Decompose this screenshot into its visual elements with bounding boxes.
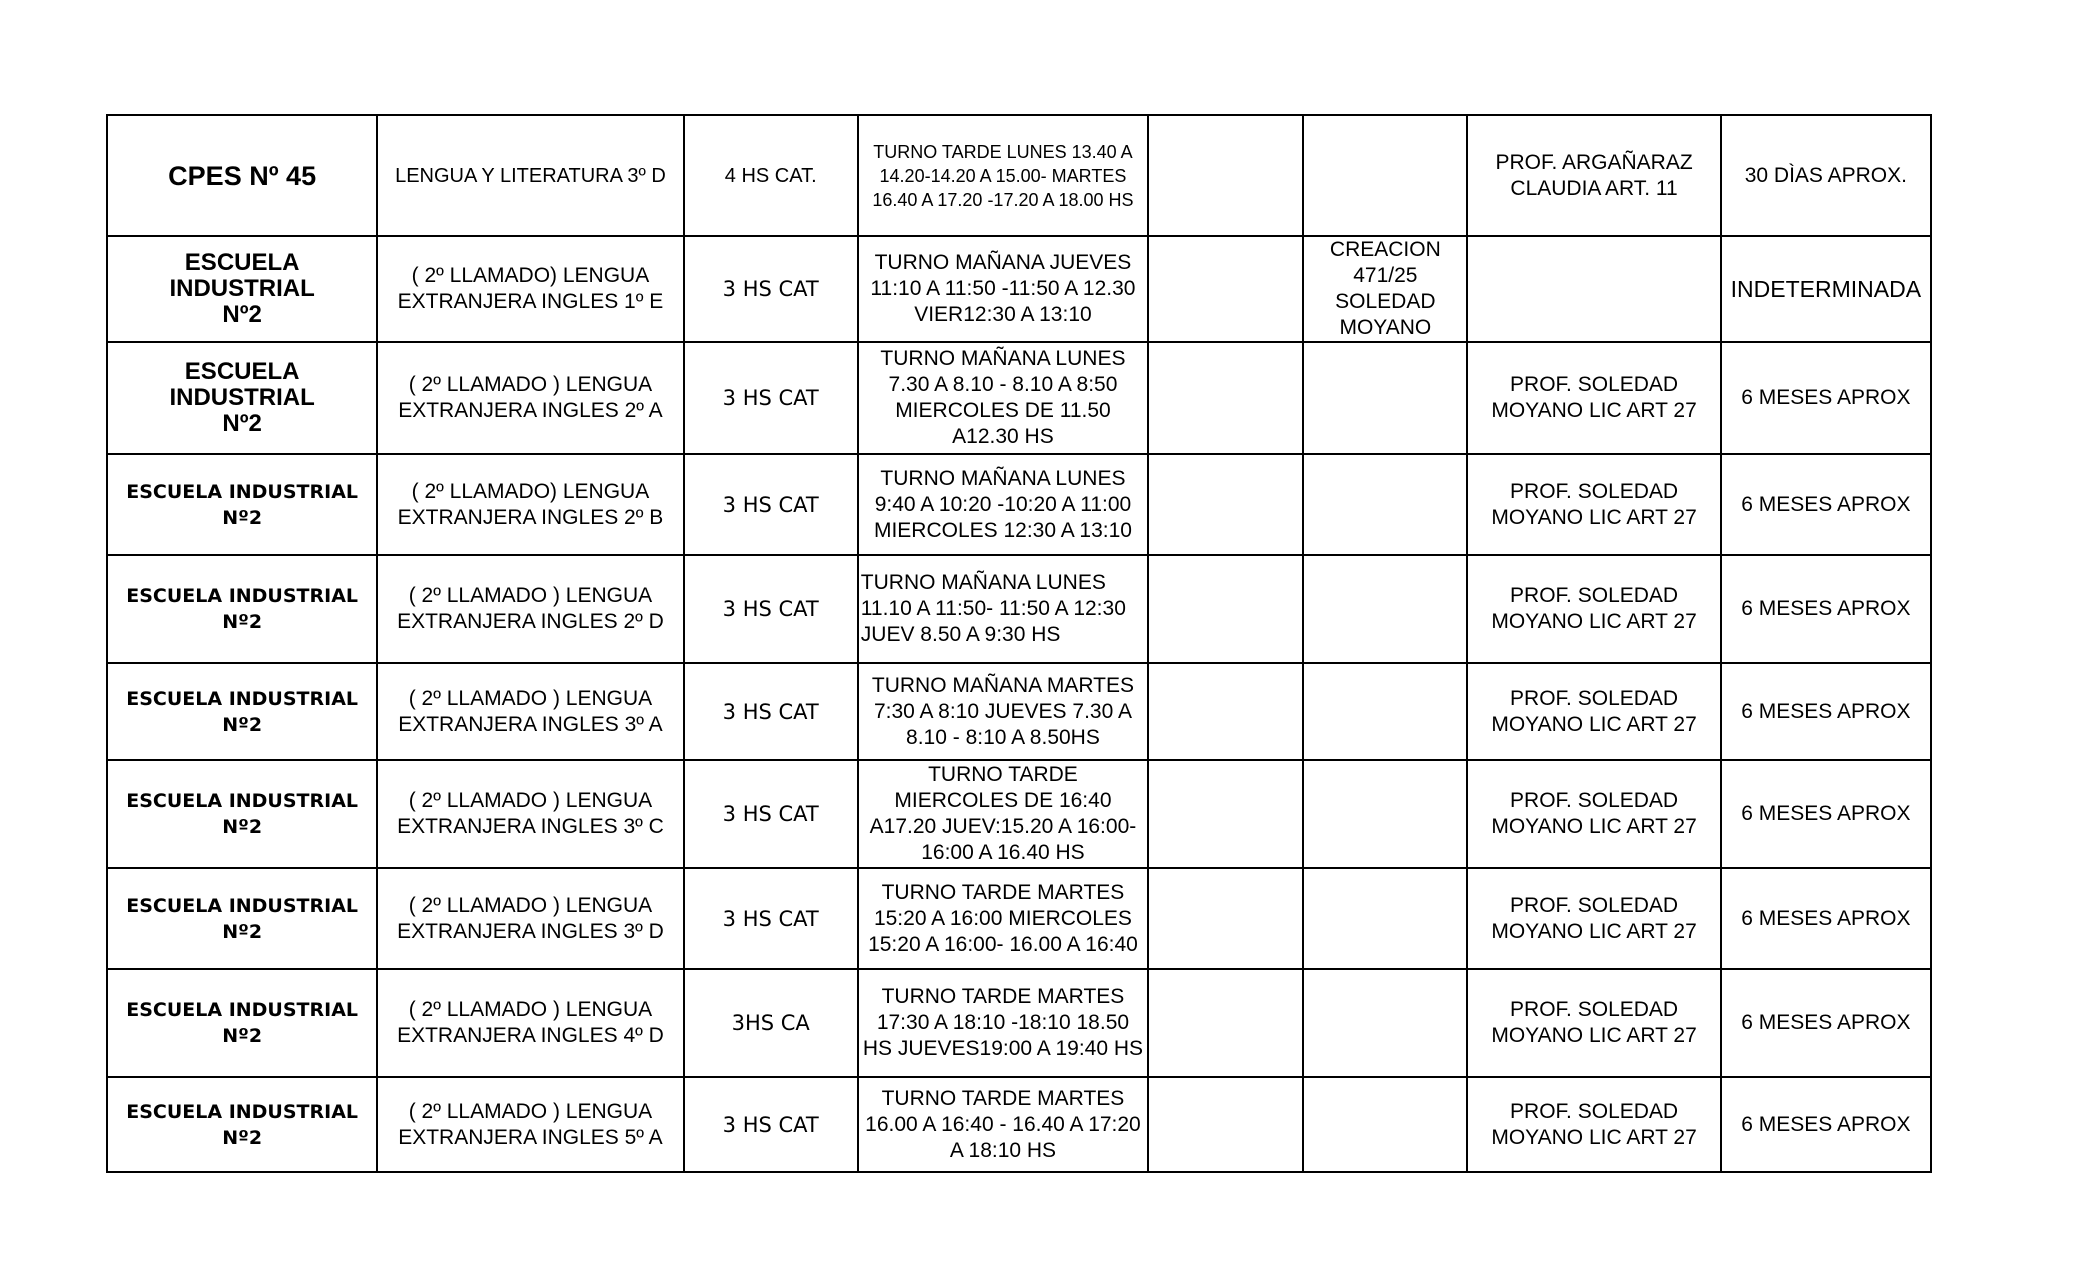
- schedule-cell: TURNO TARDE MARTES 16.00 A 16:40 - 16.40 A 17:20 A 18:10 HS: [858, 1077, 1148, 1172]
- table-row: [107, 342, 1931, 454]
- schedule-cell: TURNO MAÑANA LUNES 11.10 A 11:50- 11:50 A 12:30 JUEV 8.50 A 9:30 HS: [858, 555, 1148, 663]
- observation-cell: [1148, 342, 1303, 454]
- duration-cell: 30 DÌAS APROX.: [1721, 115, 1931, 236]
- creation-cell: [1303, 760, 1467, 868]
- subject-cell: ( 2º LLAMADO) LENGUA EXTRANJERA INGLES 2º B: [377, 454, 683, 555]
- teacher-cell: PROF. SOLEDAD MOYANO LIC ART 27: [1467, 342, 1720, 454]
- duration-cell: 6 MESES APROX: [1721, 454, 1931, 555]
- duration-cell: 6 MESES APROX: [1721, 342, 1931, 454]
- subject-cell: ( 2º LLAMADO ) LENGUA EXTRANJERA INGLES 2º D: [377, 555, 683, 663]
- table-row: [107, 868, 1931, 969]
- subject-cell: ( 2º LLAMADO ) LENGUA EXTRANJERA INGLES 3º D: [377, 868, 683, 969]
- subject-cell: LENGUA Y LITERATURA 3º D: [377, 115, 683, 236]
- school-cell: ESCUELA INDUSTRIAL Nº2: [107, 969, 377, 1077]
- creation-cell: [1303, 115, 1467, 236]
- subject-cell: ( 2º LLAMADO ) LENGUA EXTRANJERA INGLES 3º A: [377, 663, 683, 760]
- table-row: [107, 760, 1931, 868]
- creation-cell: [1303, 1077, 1467, 1172]
- observation-cell: [1148, 454, 1303, 555]
- observation-cell: [1148, 1077, 1303, 1172]
- observation-cell: [1148, 868, 1303, 969]
- school-cell: ESCUELA INDUSTRIAL Nº2: [107, 236, 377, 342]
- school-cell: ESCUELA INDUSTRIAL Nº2: [107, 663, 377, 760]
- hours-cell: 4 HS CAT.: [684, 115, 858, 236]
- hours-cell: 3 HS CAT: [684, 1077, 858, 1172]
- schedule-cell: TURNO MAÑANA LUNES 9:40 A 10:20 -10:20 A 11:00 MIERCOLES 12:30 A 13:10: [858, 454, 1148, 555]
- teacher-cell: PROF. SOLEDAD MOYANO LIC ART 27: [1467, 760, 1720, 868]
- school-cell: CPES Nº 45: [107, 115, 377, 236]
- schedule-cell: TURNO TARDE MIERCOLES DE 16:40 A17.20 JUEV:15.20 A 16:00- 16:00 A 16.40 HS: [858, 760, 1148, 868]
- schedule-cell: TURNO TARDE MARTES 15:20 A 16:00 MIERCOLES 15:20 A 16:00- 16.00 A 16:40: [858, 868, 1148, 969]
- observation-cell: [1148, 663, 1303, 760]
- hours-cell: 3 HS CAT: [684, 663, 858, 760]
- duration-cell: 6 MESES APROX: [1721, 760, 1931, 868]
- observation-cell: [1148, 969, 1303, 1077]
- observation-cell: [1148, 115, 1303, 236]
- hours-cell: 3 HS CAT: [684, 342, 858, 454]
- table-row: [107, 1077, 1931, 1172]
- hours-cell: 3 HS CAT: [684, 868, 858, 969]
- vacancy-table: [106, 114, 1932, 1173]
- school-cell: ESCUELA INDUSTRIAL Nº2: [107, 760, 377, 868]
- teacher-cell: [1467, 236, 1720, 342]
- teacher-cell: PROF. SOLEDAD MOYANO LIC ART 27: [1467, 868, 1720, 969]
- table-row: [107, 236, 1931, 342]
- subject-cell: ( 2º LLAMADO) LENGUA EXTRANJERA INGLES 1º E: [377, 236, 683, 342]
- table-row: [107, 454, 1931, 555]
- table-row: [107, 555, 1931, 663]
- observation-cell: [1148, 236, 1303, 342]
- subject-cell: ( 2º LLAMADO ) LENGUA EXTRANJERA INGLES 4º D: [377, 969, 683, 1077]
- subject-cell: ( 2º LLAMADO ) LENGUA EXTRANJERA INGLES 2º A: [377, 342, 683, 454]
- hours-cell: 3 HS CAT: [684, 760, 858, 868]
- schedule-cell: TURNO MAÑANA JUEVES 11:10 A 11:50 -11:50 A 12.30 VIER12:30 A 13:10: [858, 236, 1148, 342]
- observation-cell: [1148, 760, 1303, 868]
- duration-cell: 6 MESES APROX: [1721, 663, 1931, 760]
- hours-cell: 3 HS CAT: [684, 236, 858, 342]
- school-cell: ESCUELA INDUSTRIAL Nº2: [107, 555, 377, 663]
- school-cell: ESCUELA INDUSTRIAL Nº2: [107, 1077, 377, 1172]
- creation-cell: [1303, 663, 1467, 760]
- hours-cell: 3HS CA: [684, 969, 858, 1077]
- teacher-cell: PROF. SOLEDAD MOYANO LIC ART 27: [1467, 969, 1720, 1077]
- table-row: [107, 969, 1931, 1077]
- subject-cell: ( 2º LLAMADO ) LENGUA EXTRANJERA INGLES 3º C: [377, 760, 683, 868]
- teacher-cell: PROF. SOLEDAD MOYANO LIC ART 27: [1467, 555, 1720, 663]
- school-cell: ESCUELA INDUSTRIAL Nº2: [107, 868, 377, 969]
- school-cell: ESCUELA INDUSTRIAL Nº2: [107, 454, 377, 555]
- teacher-cell: PROF. ARGAÑARAZ CLAUDIA ART. 11: [1467, 115, 1720, 236]
- duration-cell: 6 MESES APROX: [1721, 555, 1931, 663]
- creation-cell: CREACION 471/25 SOLEDAD MOYANO: [1303, 236, 1467, 342]
- schedule-cell: TURNO TARDE LUNES 13.40 A 14.20-14.20 A 15.00- MARTES 16.40 A 17.20 -17.20 A 18.00 HS: [858, 115, 1148, 236]
- duration-cell: 6 MESES APROX: [1721, 868, 1931, 969]
- creation-cell: [1303, 969, 1467, 1077]
- subject-cell: ( 2º LLAMADO ) LENGUA EXTRANJERA INGLES 5º A: [377, 1077, 683, 1172]
- duration-cell: 6 MESES APROX: [1721, 1077, 1931, 1172]
- teacher-cell: PROF. SOLEDAD MOYANO LIC ART 27: [1467, 663, 1720, 760]
- schedule-cell: TURNO TARDE MARTES 17:30 A 18:10 -18:10 18.50 HS JUEVES19:00 A 19:40 HS: [858, 969, 1148, 1077]
- duration-cell: 6 MESES APROX: [1721, 969, 1931, 1077]
- creation-cell: [1303, 454, 1467, 555]
- creation-cell: [1303, 342, 1467, 454]
- teacher-cell: PROF. SOLEDAD MOYANO LIC ART 27: [1467, 1077, 1720, 1172]
- schedule-cell: TURNO MAÑANA LUNES 7.30 A 8.10 - 8.10 A 8:50 MIERCOLES DE 11.50 A12.30 HS: [858, 342, 1148, 454]
- creation-cell: [1303, 555, 1467, 663]
- creation-cell: [1303, 868, 1467, 969]
- observation-cell: [1148, 555, 1303, 663]
- hours-cell: 3 HS CAT: [684, 555, 858, 663]
- hours-cell: 3 HS CAT: [684, 454, 858, 555]
- schedule-cell: TURNO MAÑANA MARTES 7:30 A 8:10 JUEVES 7.30 A 8.10 - 8:10 A 8.50HS: [858, 663, 1148, 760]
- table-row: [107, 115, 1931, 236]
- school-cell: ESCUELA INDUSTRIAL Nº2: [107, 342, 377, 454]
- duration-cell: INDETERMINADA: [1721, 236, 1931, 342]
- teacher-cell: PROF. SOLEDAD MOYANO LIC ART 27: [1467, 454, 1720, 555]
- table-row: [107, 663, 1931, 760]
